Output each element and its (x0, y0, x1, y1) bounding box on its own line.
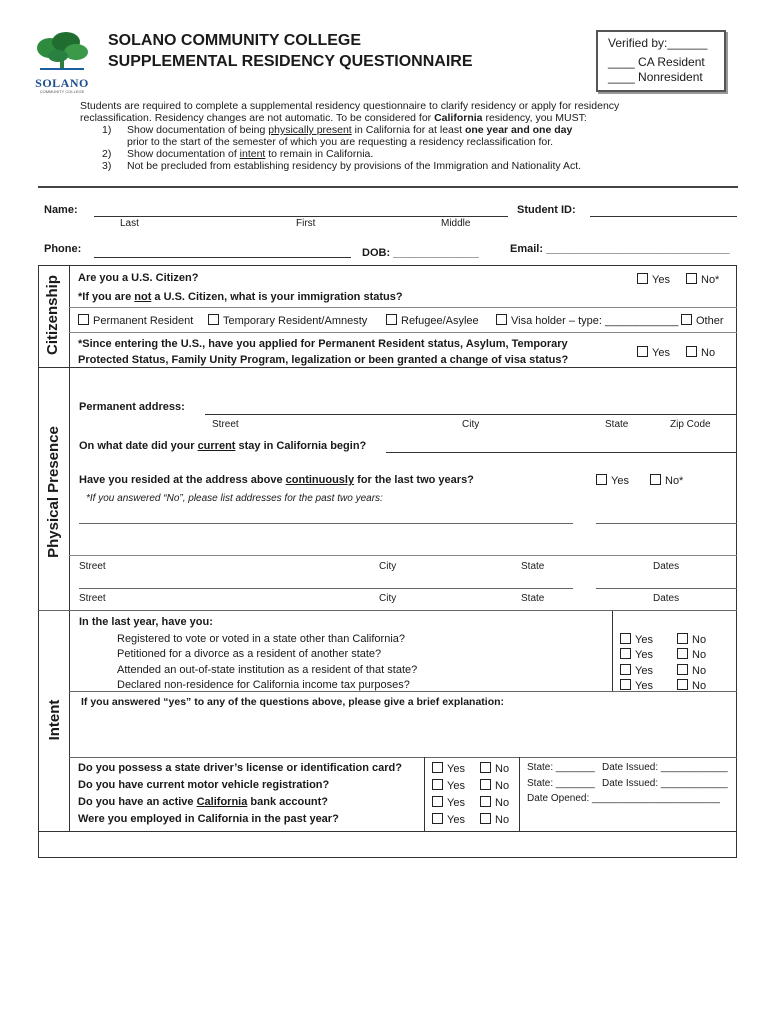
permanent-status-question (78, 338, 568, 367)
prev-address-2-field[interactable] (79, 588, 573, 589)
intent-item-3: Attended an out-of-state institution as a resident of that state? (117, 664, 418, 676)
continuous-yes-checkbox[interactable] (596, 474, 607, 485)
frame-left (38, 265, 39, 858)
continuous-residence-question (79, 474, 474, 487)
intro-line2-a: reclassification. Residency changes are not automatic. To be considered for (80, 112, 435, 124)
permanent-address-field[interactable] (205, 414, 737, 415)
name-label: Name: (44, 204, 78, 216)
intro-item2-num: 2) (102, 148, 112, 160)
form-title-line1: SOLANO COMMUNITY COLLEGE (108, 32, 362, 49)
permanent-address-label: Permanent address: (79, 401, 185, 413)
other-status-label: Other (696, 315, 724, 327)
intent-2-no[interactable] (677, 648, 706, 662)
license-date-issued-field[interactable]: Date Issued: ____________ (602, 762, 728, 773)
license-no[interactable] (480, 762, 509, 776)
intro-line1: Students are required to complete a supplemental residency questionnaire to clarify residency or apply for residency (80, 100, 620, 112)
intent-bottom-divider (38, 831, 737, 832)
intent-3-no-label: No (692, 665, 707, 677)
intro-text (80, 100, 750, 172)
intent-answers-divider (612, 611, 613, 691)
employed-no-checkbox[interactable] (480, 813, 491, 824)
vehicle-yes[interactable] (432, 779, 465, 793)
citizen-yes-checkbox[interactable] (637, 273, 648, 284)
license-no-checkbox[interactable] (480, 762, 491, 773)
logo-subtext: COMMUNITY COLLEGE (39, 89, 85, 94)
logo-text: SOLANO (35, 76, 89, 90)
status-other-option[interactable] (681, 314, 724, 328)
vehicle-state-field[interactable]: State: _______ (527, 778, 595, 789)
citizenship-inner-divider-1 (69, 307, 737, 308)
continuous-yes-label: Yes (611, 475, 629, 487)
intent-3-no[interactable] (677, 664, 706, 678)
prev-address-divider (69, 555, 737, 556)
physical-divider (38, 610, 737, 611)
continuous-no-option[interactable] (650, 474, 683, 488)
citizen-yes-option[interactable] (637, 273, 670, 287)
explanation-area[interactable] (79, 712, 729, 754)
intent-2-yes-label: Yes (635, 649, 653, 661)
previous-address-note: *If you answered “No”, please list addresses for the past two years: (86, 493, 383, 504)
prev-dates-1-field[interactable] (596, 523, 737, 524)
bank-yes[interactable] (432, 796, 465, 810)
college-logo (32, 30, 92, 94)
bank-no[interactable] (480, 796, 509, 810)
ca-resident: ____ CA Resident (608, 55, 705, 69)
frame-bottom (38, 857, 737, 858)
applied-no-option[interactable] (686, 346, 715, 360)
immigration-q-a: *If you are (78, 291, 135, 303)
license-state-field[interactable]: State: _______ (527, 762, 595, 773)
status-temporary-option[interactable] (208, 314, 367, 328)
citizenship-section-label: Citizenship (44, 275, 61, 356)
physical-presence-section-label: Physical Presence (45, 426, 62, 558)
status-visa-option[interactable] (496, 314, 678, 328)
license-question: Do you possess a state driver’s license or identification card? (78, 762, 402, 774)
prev1-state-caption: State (521, 561, 545, 572)
name-last-caption: Last (120, 218, 139, 229)
applied-yes-option[interactable] (637, 346, 670, 360)
phone-label: Phone: (44, 243, 82, 255)
intent-item-1: Registered to vote or voted in a state other than California? (117, 633, 406, 645)
immigration-status-question (78, 291, 403, 304)
bank-q-b: California (196, 796, 248, 808)
permanent-status-q-line2: Protected Status, Family Unity Program, legalization or been granted a change of visa status? (78, 354, 569, 366)
tree-logo-icon (32, 30, 92, 72)
bank-yes-checkbox[interactable] (432, 796, 443, 807)
name-field[interactable] (94, 216, 508, 217)
visa-holder-checkbox[interactable] (496, 314, 507, 325)
top-divider (38, 186, 738, 188)
bank-q-c: bank account? (247, 796, 329, 808)
intro-line2 (80, 112, 750, 124)
intro-item1-a: Show documentation of being (127, 124, 269, 136)
stay-date-q-b: current (197, 440, 236, 452)
intent-1-no[interactable] (677, 633, 706, 647)
intro-item1 (80, 124, 750, 136)
stay-date-question (79, 440, 366, 453)
employed-question: Were you employed in California in the past year? (78, 813, 339, 825)
continuous-yes-option[interactable] (596, 474, 629, 488)
stay-date-field[interactable] (386, 452, 737, 453)
continuous-q-b: continuously (285, 474, 355, 486)
intent-heading: In the last year, have you: (79, 616, 213, 628)
form-title-line2: SUPPLEMENTAL RESIDENCY QUESTIONNAIRE (108, 53, 473, 70)
citizen-yes-label: Yes (652, 274, 670, 286)
verified-by: Verified by:______ (608, 36, 708, 50)
intent-4-yes-label: Yes (635, 680, 653, 692)
dob-label[interactable]: DOB: ______________ (362, 247, 479, 259)
stay-date-q-a: On what date did your (79, 440, 198, 452)
employed-no[interactable] (480, 813, 509, 827)
intent-3-yes-checkbox[interactable] (620, 664, 631, 675)
citizen-no-label: No* (701, 274, 720, 286)
applied-no-label: No (701, 347, 716, 359)
bank-q-a: Do you have an active (78, 796, 197, 808)
license-no-label: No (495, 763, 510, 775)
immigration-q-b: not (134, 291, 152, 303)
bank-date-opened-field[interactable]: Date Opened: _______________________ (527, 793, 720, 804)
intent-2-no-label: No (692, 649, 707, 661)
citizen-question: Are you a U.S. Citizen? (78, 272, 199, 284)
bank-question (78, 796, 328, 809)
intent-4-yes[interactable] (620, 679, 653, 693)
intro-item1-c: in California for at least (351, 124, 465, 136)
intro-item2 (80, 148, 750, 160)
employed-no-label: No (495, 814, 510, 826)
intro-item2-b: intent (239, 148, 266, 160)
continuous-q-c: for the last two years? (354, 474, 474, 486)
vehicle-yes-checkbox[interactable] (432, 779, 443, 790)
address-street-caption: Street (212, 419, 239, 430)
ties-top-divider (69, 757, 737, 758)
intent-1-no-checkbox[interactable] (677, 633, 688, 644)
visa-holder-label: Visa holder – type: ____________ (511, 315, 679, 327)
email-label[interactable]: Email: ______________________________ (510, 243, 730, 255)
citizen-no-option[interactable] (686, 273, 719, 287)
intent-3-yes[interactable] (620, 664, 653, 678)
continuous-no-checkbox[interactable] (650, 474, 661, 485)
prev1-dates-caption: Dates (653, 561, 680, 572)
vehicle-yes-label: Yes (447, 780, 465, 792)
intro-item1-cont: prior to the start of the semester of which you are requesting a residency reclassification for. (127, 136, 554, 148)
name-middle-caption: Middle (441, 218, 471, 229)
prev-address-1-field[interactable] (79, 523, 573, 524)
bank-no-label: No (495, 797, 510, 809)
permanent-resident-checkbox[interactable] (78, 314, 89, 325)
license-yes[interactable] (432, 762, 465, 776)
license-yes-checkbox[interactable] (432, 762, 443, 773)
continuous-q-a: Have you resided at the address above (79, 474, 286, 486)
address-zip-caption: Zip Code (670, 419, 711, 430)
intro-item2-c: to remain in California. (265, 148, 374, 160)
continuous-no-label: No* (665, 475, 684, 487)
intent-2-yes[interactable] (620, 648, 653, 662)
intro-item1-num: 1) (102, 124, 112, 136)
bank-yes-label: Yes (447, 797, 465, 809)
employed-yes-checkbox[interactable] (432, 813, 443, 824)
bank-no-checkbox[interactable] (480, 796, 491, 807)
label-column-divider (69, 265, 70, 831)
prev2-street-caption: Street (79, 593, 106, 604)
refugee-label: Refugee/Asylee (401, 315, 479, 327)
vehicle-question: Do you have current motor vehicle registration? (78, 779, 330, 791)
prev-dates-2-field[interactable] (596, 588, 737, 589)
employed-yes[interactable] (432, 813, 465, 827)
frame-right (736, 265, 737, 858)
student-id-label: Student ID: (517, 204, 576, 216)
student-id-field[interactable] (590, 216, 737, 217)
intent-4-no-checkbox[interactable] (677, 679, 688, 690)
intent-3-no-checkbox[interactable] (677, 664, 688, 675)
intro-item3-num: 3) (102, 160, 112, 172)
citizenship-inner-divider-2 (69, 332, 737, 333)
intent-1-yes[interactable] (620, 633, 653, 647)
vehicle-no[interactable] (480, 779, 509, 793)
temporary-resident-label: Temporary Resident/Amnesty (223, 315, 368, 327)
prev1-city-caption: City (379, 561, 397, 572)
status-permanent-option[interactable] (78, 314, 193, 328)
vehicle-date-issued-field[interactable]: Date Issued: ____________ (602, 778, 728, 789)
refugee-checkbox[interactable] (386, 314, 397, 325)
nonresident: ____ Nonresident (608, 70, 703, 84)
intent-3-yes-label: Yes (635, 665, 653, 677)
intent-4-no[interactable] (677, 679, 706, 693)
intro-item1-d: one year and one day (464, 124, 573, 136)
prev2-city-caption: City (379, 593, 397, 604)
vehicle-no-label: No (495, 780, 510, 792)
intro-item1-b: physically present (268, 124, 352, 136)
prev2-state-caption: State (521, 593, 545, 604)
ties-questions-divider (424, 757, 425, 831)
prev1-street-caption: Street (79, 561, 106, 572)
applied-no-checkbox[interactable] (686, 346, 697, 357)
office-use-box (596, 30, 726, 92)
other-status-checkbox[interactable] (681, 314, 692, 325)
intent-2-no-checkbox[interactable] (677, 648, 688, 659)
phone-field[interactable] (94, 257, 351, 258)
license-yes-label: Yes (447, 763, 465, 775)
citizen-no-checkbox[interactable] (686, 273, 697, 284)
temporary-resident-checkbox[interactable] (208, 314, 219, 325)
frame-top (38, 265, 737, 266)
status-refugee-option[interactable] (386, 314, 479, 328)
intent-1-yes-checkbox[interactable] (620, 633, 631, 644)
intro-line2-c: residency, you MUST: (482, 112, 587, 124)
intent-section-label: Intent (46, 699, 63, 741)
permanent-status-q-line1: *Since entering the U.S., have you applied for Permanent Resident status, Asylum, Temporary (78, 338, 568, 350)
intent-2-yes-checkbox[interactable] (620, 648, 631, 659)
intro-item3-text: Not be precluded from establishing residency by provisions of the Immigration and Nationality Act. (127, 160, 582, 172)
citizenship-divider (38, 367, 737, 368)
prev2-dates-caption: Dates (653, 593, 680, 604)
intent-item-4: Declared non-residence for California income tax purposes? (117, 679, 410, 691)
explanation-prompt: If you answered “yes” to any of the questions above, please give a brief explanation: (81, 696, 505, 708)
vehicle-no-checkbox[interactable] (480, 779, 491, 790)
employed-yes-label: Yes (447, 814, 465, 826)
permanent-resident-label: Permanent Resident (93, 315, 194, 327)
intro-item2-a: Show documentation of (127, 148, 240, 160)
intent-1-no-label: No (692, 634, 707, 646)
applied-yes-checkbox[interactable] (637, 346, 648, 357)
stay-date-q-c: stay in California begin? (235, 440, 367, 452)
address-city-caption: City (462, 419, 480, 430)
name-first-caption: First (296, 218, 316, 229)
address-state-caption: State (605, 419, 629, 430)
intent-4-no-label: No (692, 680, 707, 692)
intro-item3 (80, 160, 750, 172)
intent-4-yes-checkbox[interactable] (620, 679, 631, 690)
intro-line2-b: California (434, 112, 483, 124)
ties-answers-divider (519, 757, 520, 831)
immigration-q-c: a U.S. Citizen, what is your immigration status? (151, 291, 403, 303)
intent-1-yes-label: Yes (635, 634, 653, 646)
applied-yes-label: Yes (652, 347, 670, 359)
intent-item-2: Petitioned for a divorce as a resident of another state? (117, 648, 382, 660)
